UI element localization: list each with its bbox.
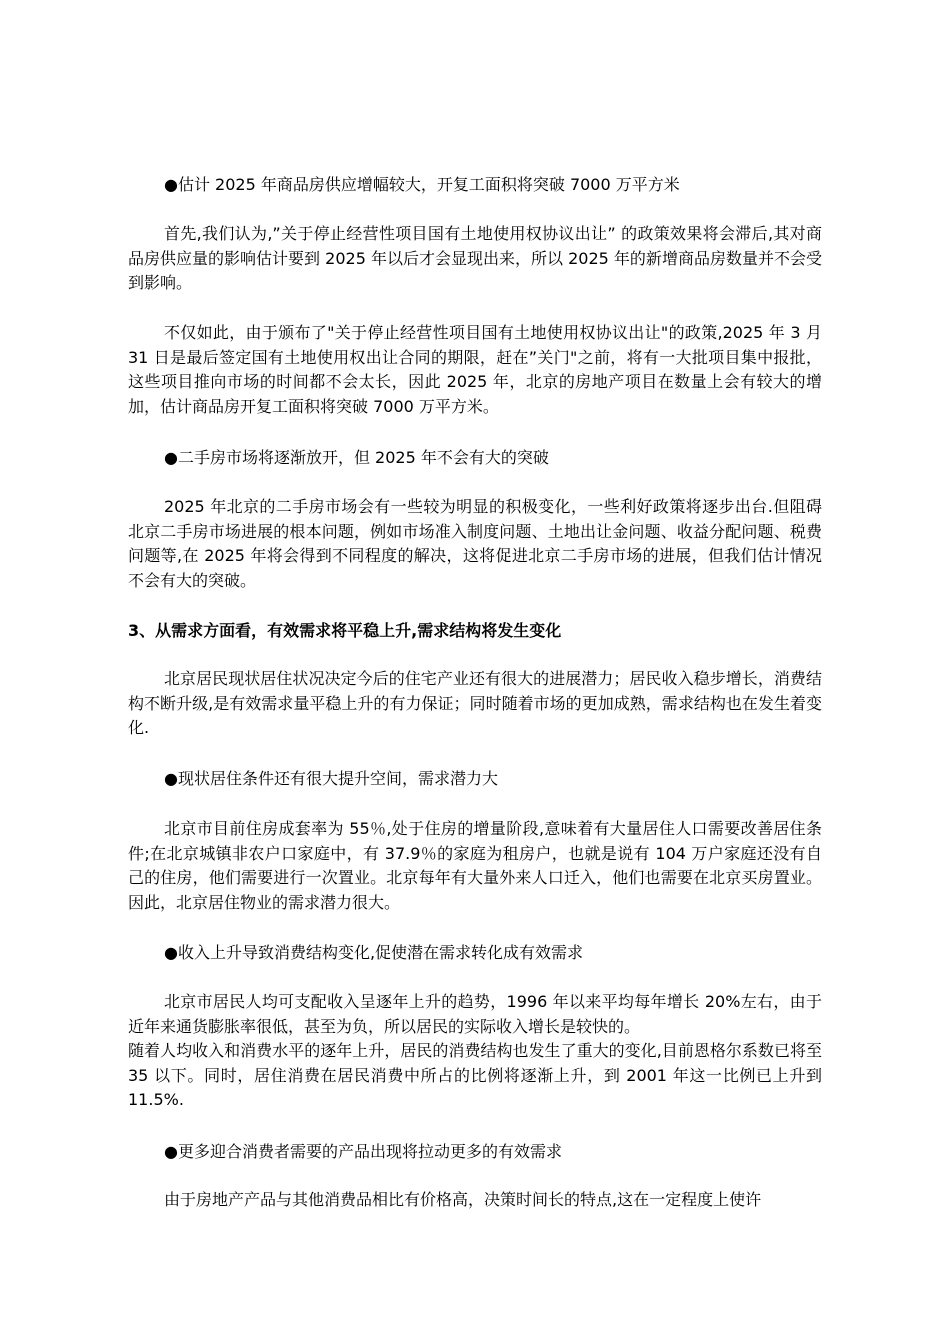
- paragraph-demand-overview: 北京居民现状居住状况决定今后的住宅产业还有很大的进展潜力；居民收入稳步增长，消费结构不断升级,是有效需求量平稳上升的有力保证；同时随着市场的更加成熟，需求结构也在发生着变化.: [128, 669, 822, 737]
- paragraph-housing-conditions: 北京市目前住房成套率为 55％,处于住房的增量阶段,意味着有大量居住人口需要改善居住条件;在北京城镇非农户口家庭中，有 37.9％的家庭为租房户，也就是说有 104 万户家庭还没有自己的住房，他们需要进行一次置业。北京每年有大量外来人口迁入，他们也需要在北京买房置业。因此，北京居住物业的需求潜力很大。: [128, 819, 822, 912]
- bullet-income-rise: ●收入上升导致消费结构变化,促使潜在需求转化成有效需求: [164, 943, 584, 962]
- paragraph-consumption-structure: 随着人均收入和消费水平的逐年上升，居民的消费结构也发生了重大的变化,目前恩格尔系数已将至 35 以下。同时，居住消费在居民消费中所占的比例将逐渐上升，到 2001 年这一比例已上升到 11.5%.: [128, 1041, 822, 1109]
- paragraph-project-approvals: 不仅如此，由于颁布了"关于停止经营性项目国有土地使用权协议出让"的政策,2025 年 3 月 31 日是最后签定国有土地使用权出让合同的期限，赶在”关门"之前，将有一大批项目集中报批，这些项目推向市场的时间都不会太长，因此 2025 年，北京的房地产项目在数量上会有较大的增加，估计商品房开复工面积将突破 7000 万平方米。: [128, 323, 822, 416]
- bullet-second-hand-market: ●二手房市场将逐渐放开，但 2025 年不会有大的突破: [164, 448, 549, 467]
- bullet-supply-increase: ●估计 2025 年商品房供应增幅较大，开复工面积将突破 7000 万平方米: [164, 175, 680, 194]
- paragraph-income-trend: 北京市居民人均可支配收入呈逐年上升的趋势，1996 年以来平均每年增长 20%左右，由于近年来通货膨胀率很低，甚至为负，所以居民的实际收入增长是较快的。: [128, 992, 822, 1036]
- bullet-housing-conditions: ●现状居住条件还有很大提升空间，需求潜力大: [164, 769, 498, 788]
- paragraph-second-hand-market: 2025 年北京的二手房市场会有一些较为明显的积极变化，一些利好政策将逐步出台.但阻碍北京二手房市场进展的根本问题，例如市场准入制度问题、土地出让金问题、收益分配问题、税费问题等,在 2025 年将会得到不同程度的解决，这将促进北京二手房市场的进展，但我们估计情况不会有大的突破。: [128, 497, 822, 590]
- paragraph-product-features: 由于房地产产品与其他消费品相比有价格高，决策时间长的特点,这在一定程度上使许: [164, 1190, 762, 1209]
- section-heading-demand: 3、从需求方面看，有效需求将平稳上升,需求结构将发生变化: [128, 621, 562, 640]
- paragraph-policy-lag: 首先,我们认为,”关于停止经营性项目国有土地使用权协议出让” 的政策效果将会滞后,其对商品房供应量的影响估计要到 2025 年以后才会显现出来，所以 2025 年的新增商品房数量并不会受到影响。: [128, 224, 822, 292]
- bullet-more-products: ●更多迎合消费者需要的产品出现将拉动更多的有效需求: [164, 1142, 562, 1161]
